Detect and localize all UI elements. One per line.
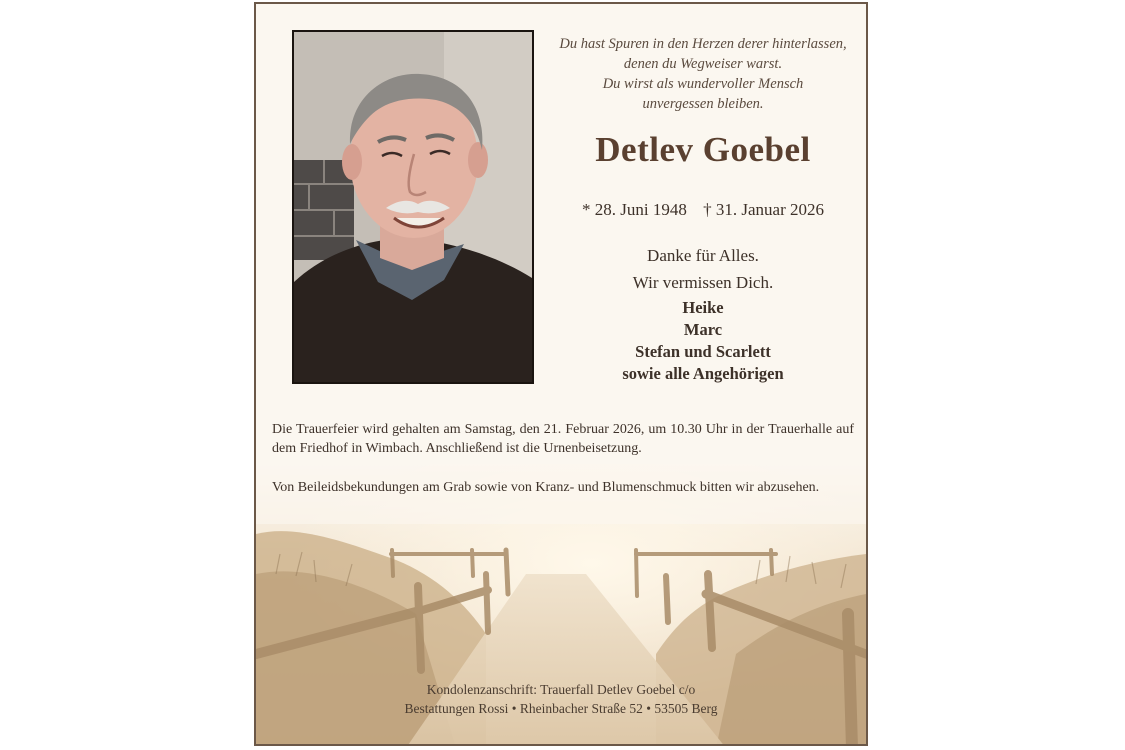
death-date: † 31. Januar 2026 [703, 200, 824, 219]
life-dates [538, 200, 868, 220]
obituary-notice [254, 2, 868, 746]
mourner-name: sowie alle Angehörigen [622, 364, 784, 383]
mourner-name: Stefan und Scarlett [635, 342, 771, 361]
mourner-name: Marc [683, 320, 723, 339]
thanks-line: Wir vermissen Dich. [632, 273, 774, 292]
verse-line: Du wirst als wundervoller Mensch [602, 76, 804, 92]
verse-line: denen du Wegweiser warst. [623, 56, 783, 72]
thanks-message [538, 242, 868, 296]
mourner-name: Heike [682, 298, 724, 317]
thanks-line: Danke für Alles. [647, 246, 759, 265]
birth-date: * 28. Juni 1948 [582, 200, 687, 219]
verse-line: unvergessen bleiben. [642, 96, 764, 112]
address-line: Kondolenzanschrift: Trauerfall Detlev Goebel c/o [426, 682, 696, 697]
condolence-address [316, 680, 806, 718]
address-line: Bestattungen Rossi • Rheinbacher Straße 52 • 53505 Berg [404, 701, 718, 716]
verse-line: Du hast Spuren in den Herzen derer hinterlassen, [559, 36, 847, 52]
memorial-verse [538, 34, 868, 114]
ceremony-paragraph: Die Trauerfeier wird gehalten am Samstag, den 21. Februar 2026, um 10.30 Uhr in der Trauerhalle auf dem Friedhof in Wimbach. Anschließend ist die Urnenbeisetzung. [272, 422, 854, 456]
portrait-photo [292, 30, 534, 384]
mourners-list [538, 297, 868, 385]
deceased-name: Detlev Goebel [595, 130, 811, 169]
condolence-paragraph: Von Beileidsbekundungen am Grab sowie von Kranz- und Blumenschmuck bitten wir abzusehen. [272, 480, 820, 495]
